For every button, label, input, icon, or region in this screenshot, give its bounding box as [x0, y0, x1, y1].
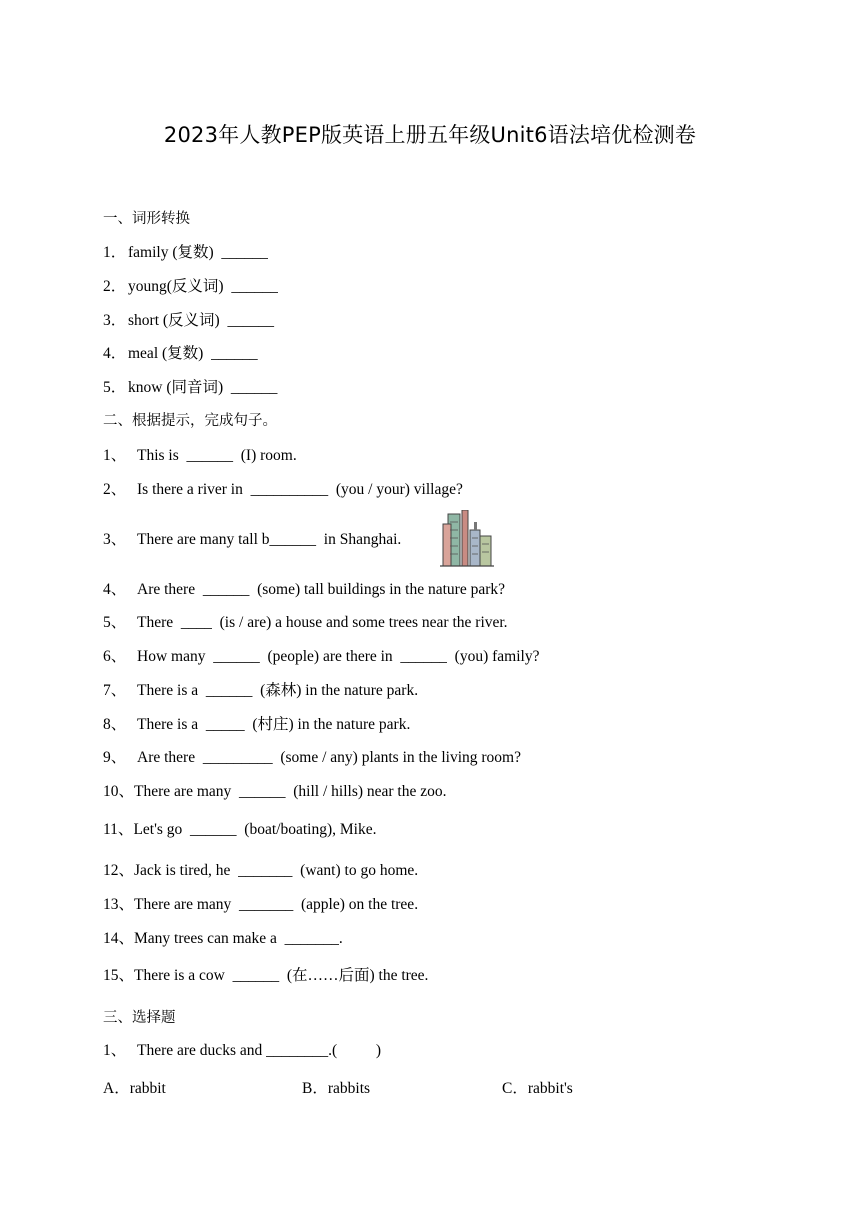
question-item: 5、 There ____ (is / are) a house and some trees near the river.: [103, 614, 508, 631]
section-heading-1: 一、词形转换: [103, 211, 190, 227]
option-b: B．rabbits: [302, 1080, 371, 1097]
option-c: C．rabbit's: [502, 1080, 573, 1097]
page-title: 2023年人教PEP版英语上册五年级Unit6语法培优检测卷: [163, 123, 697, 147]
question-item: 1． family (复数) ______: [103, 244, 268, 261]
section-heading-2: 二、根据提示，完成句子。: [103, 413, 277, 429]
question-item: 1、 There are ducks and ________.( ): [103, 1042, 382, 1059]
question-item: 1、 This is ______ (I) room.: [103, 447, 297, 464]
question-item: 9、 Are there _________ (some / any) plants in the living room?: [103, 749, 521, 766]
question-item: 11、Let's go ______ (boat/boating), Mike.: [103, 821, 377, 838]
question-item: 12、Jack is tired, he _______ (want) to go home.: [103, 862, 419, 879]
question-item: 15、There is a cow ______ (在……后面) the tree.: [103, 967, 429, 984]
option-a: A．rabbit: [103, 1080, 166, 1097]
question-item: 8、 There is a _____ (村庄) in the nature park.: [103, 716, 411, 733]
question-item: 2． young(反义词) ______: [103, 278, 278, 295]
section-heading-3: 三、选择题: [103, 1010, 176, 1026]
question-item: 2、 Is there a river in __________ (you / your) village?: [103, 481, 463, 498]
buildings-icon: [440, 510, 494, 568]
question-item: 5． know (同音词) ______: [103, 379, 278, 396]
question-item: 4、 Are there ______ (some) tall buildings in the nature park?: [103, 581, 506, 598]
question-item: 3、 There are many tall b______ in Shanghai.: [103, 531, 402, 548]
question-item: 7、 There is a ______ (森林) in the nature park.: [103, 682, 419, 699]
question-item: 10、There are many ______ (hill / hills) near the zoo.: [103, 783, 447, 800]
question-item: 6、 How many ______ (people) are there in ______ (you) family?: [103, 648, 540, 665]
question-item: 3． short (反义词) ______: [103, 312, 274, 329]
question-item: 14、Many trees can make a _______.: [103, 930, 343, 947]
question-item: 4． meal (复数) ______: [103, 345, 258, 362]
question-item: 13、There are many _______ (apple) on the tree.: [103, 896, 419, 913]
